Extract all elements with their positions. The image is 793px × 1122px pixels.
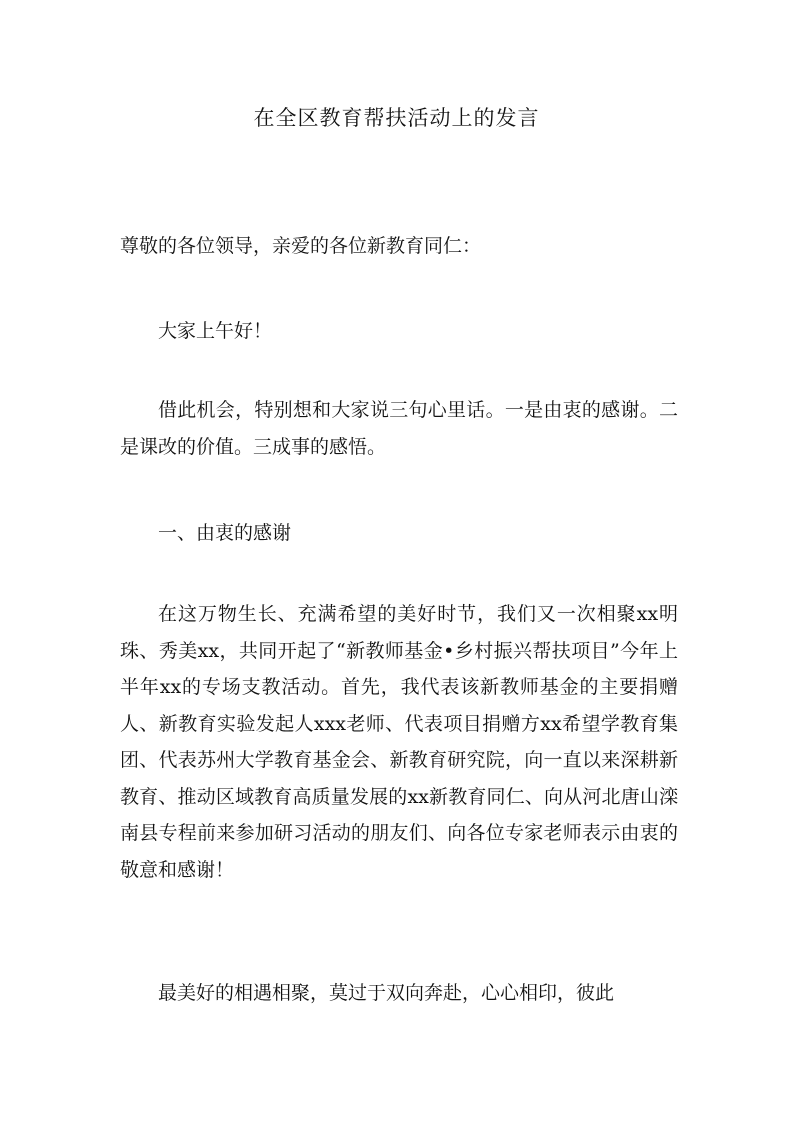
greeting: 大家上午好！ <box>158 320 273 342</box>
body-paragraph-continued: 最美好的相遇相聚，莫过于双向奔赴，心心相印，彼此 <box>158 982 615 1004</box>
body-paragraph: 在这万物生长、充满希望的美好时节，我们又一次相聚xx明珠、秀美xx，共同开起了“新教师基金•乡村振兴帮扶项目”今年上半年xx的专场支教活动。首先，我代表该新教师基金的主要捐赠人、新教育实验发起人xxx老师、代表项目捐赠方xx希望学教育集团、代表苏州大学教育基金会、新教育研究院，向一直以来深耕新教育、推动区域教育高质量发展的xx新教育同仁、向从河北唐山滦南县专程前来参加研习活动的朋友们、向各位专家老师表示由衷的敬意和感谢！ <box>120 603 678 881</box>
document-title: 在全区教育帮扶活动上的发言 <box>253 106 540 130</box>
salutation: 尊敬的各位领导，亲爱的各位新教育同仁： <box>120 235 482 257</box>
intro-paragraph: 借此机会，特别想和大家说三句心里话。一是由衷的感谢。二是课改的价值。三成事的感悟。 <box>120 399 678 458</box>
section-heading: 一、由衷的感谢 <box>158 522 292 544</box>
